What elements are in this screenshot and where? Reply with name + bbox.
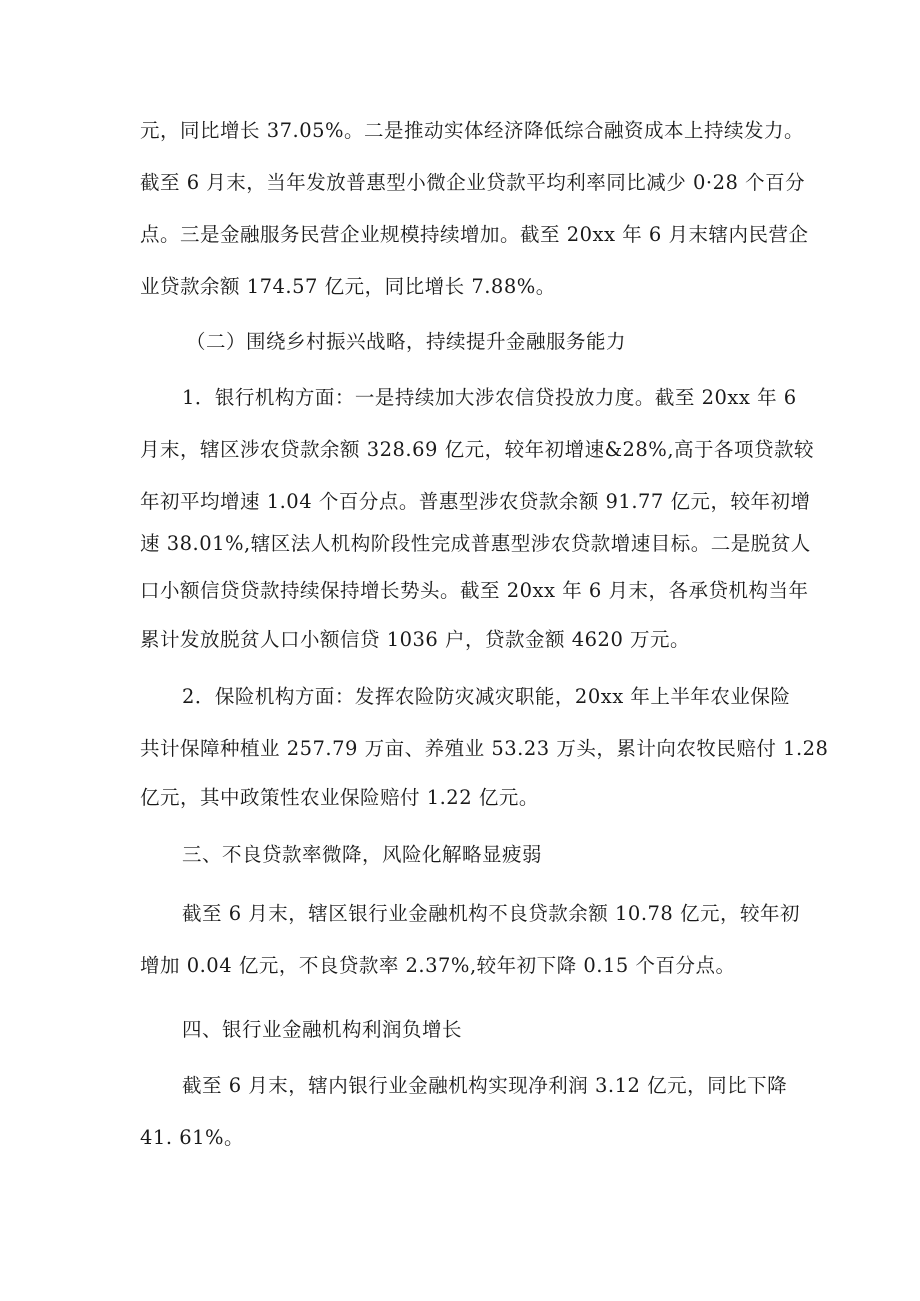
text-line: 增加 0.04 亿元，不良贷款率 2.37%,较年初下降 0.15 个百分点。 — [140, 954, 736, 977]
text-line: 月末，辖区涉农贷款余额 328.69 亿元，较年初增速&28%,高于各项贷款较 — [140, 438, 815, 461]
section-heading-bank-profit: 四、银行业金融机构利润负增长 — [182, 1018, 463, 1041]
text-line: 截至 6 月末，当年发放普惠型小微企业贷款平均利率同比减少 0·28 个百分 — [140, 171, 806, 194]
section-heading-rural-revitalization: （二）围绕乡村振兴战略，持续提升金融服务能力 — [186, 330, 627, 353]
text-line: 截至 6 月末，辖内银行业金融机构实现净利润 3.12 亿元，同比下降 — [182, 1074, 788, 1097]
text-line: 口小额信贷贷款持续保持增长势头。截至 20xx 年 6 月末，各承贷机构当年 — [140, 579, 809, 602]
text-line: 41. 61%。 — [140, 1126, 245, 1149]
text-line: 年初平均增速 1.04 个百分点。普惠型涉农贷款余额 91.77 亿元，较年初增 — [140, 490, 811, 513]
text-line: 速 38.01%,辖区法人机构阶段性完成普惠型涉农贷款增速目标。二是脱贫人 — [140, 532, 811, 555]
text-line: 共计保障种植业 257.79 万亩、养殖业 53.23 万头，累计向农牧民赔付 1.28 — [140, 737, 829, 760]
text-line: 业贷款余额 174.57 亿元，同比增长 7.88%。 — [140, 275, 556, 298]
section-heading-nonperforming-loans: 三、不良贷款率微降，风险化解略显疲弱 — [182, 843, 543, 866]
text-line: 累计发放脱贫人口小额信贷 1036 户，贷款金额 4620 万元。 — [140, 628, 691, 651]
text-line: 截至 6 月末，辖区银行业金融机构不良贷款余额 10.78 亿元，较年初 — [182, 902, 801, 925]
text-line: 1．银行机构方面：一是持续加大涉农信贷投放力度。截至 20xx 年 6 — [182, 386, 797, 409]
text-line: 点。三是金融服务民营企业规模持续增加。截至 20xx 年 6 月末辖内民营企 — [140, 223, 809, 246]
text-line: 元，同比增长 37.05%。二是推动实体经济降低综合融资成本上持续发力。 — [140, 119, 805, 142]
text-line: 2．保险机构方面：发挥农险防灾减灾职能，20xx 年上半年农业保险 — [182, 685, 791, 708]
text-line: 亿元，其中政策性农业保险赔付 1.22 亿元。 — [140, 786, 539, 809]
